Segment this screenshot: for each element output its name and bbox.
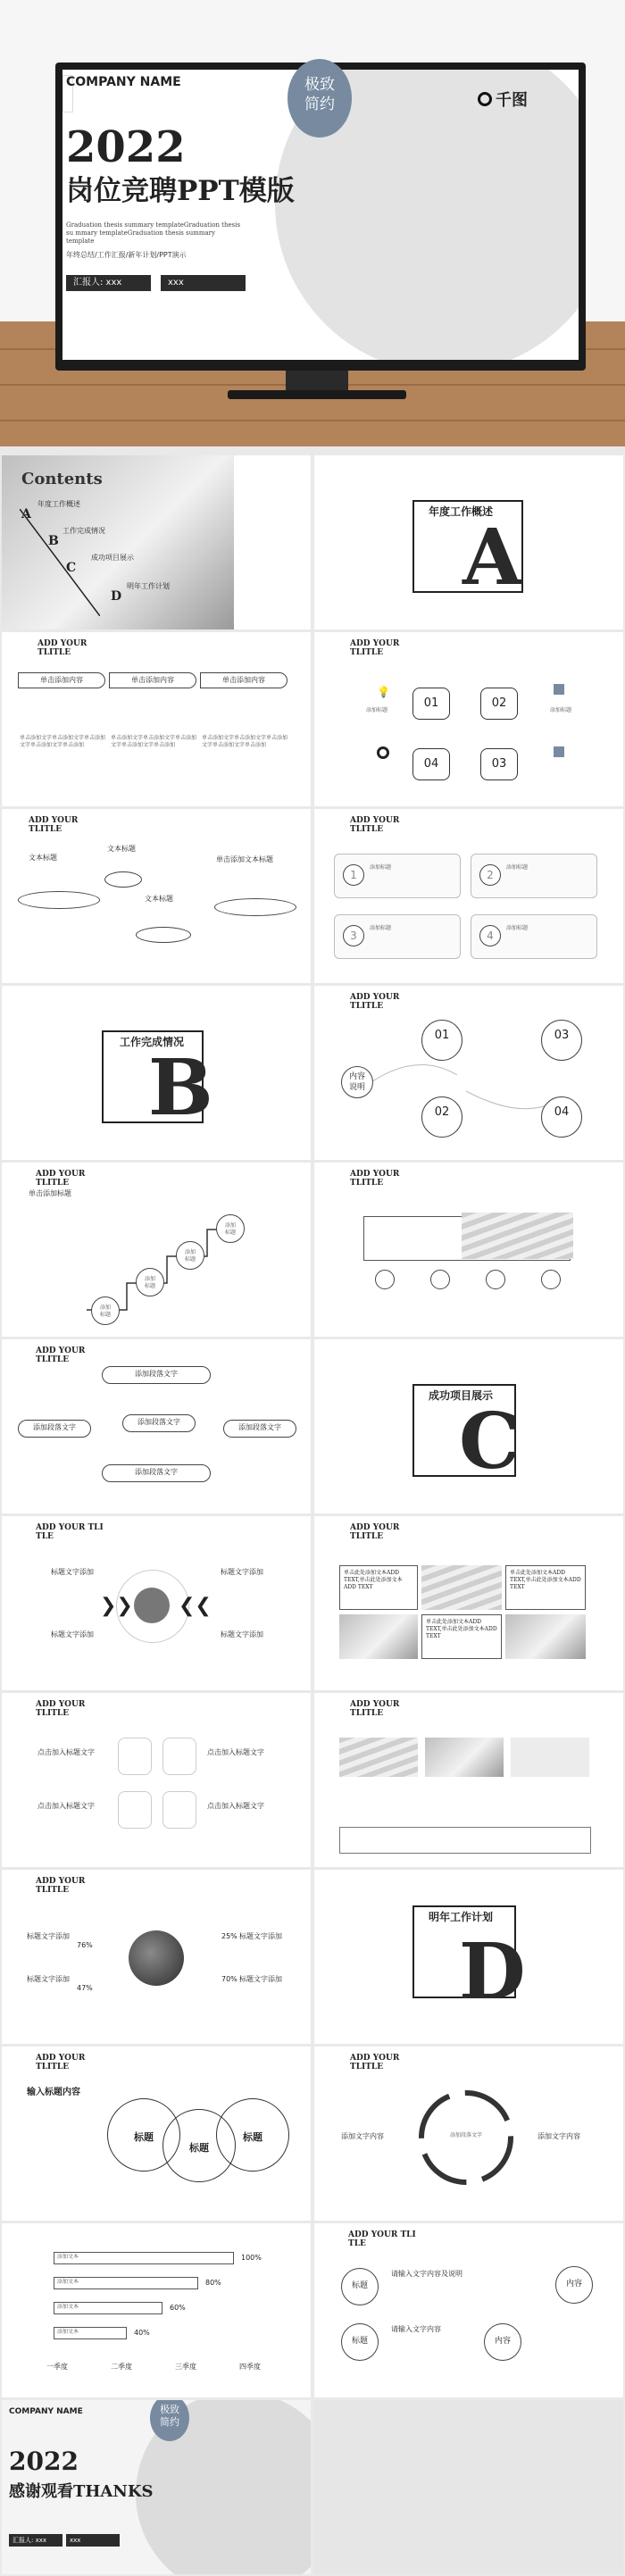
photo bbox=[421, 1565, 502, 1610]
caption-box: 单击此处添加文本ADD TEXT,单击此处添加文本ADD TEXT bbox=[505, 1565, 586, 1610]
arrow-body: 单击添加文字单击添加文字单击添加文字单击添加文字单击添加 bbox=[111, 735, 197, 748]
point-title: 点击加入标题文字 bbox=[207, 1748, 264, 1756]
photo bbox=[339, 1614, 418, 1659]
section-d-letter: D bbox=[459, 1927, 526, 2017]
bar-value: 100% bbox=[241, 2254, 262, 2262]
ellipse bbox=[136, 927, 191, 943]
pill: 添加段落文字 bbox=[122, 1414, 196, 1432]
reporter-bar: 汇报人: xxx bbox=[66, 275, 151, 291]
cloud-label: 文本标题 bbox=[29, 854, 57, 862]
hero-subtitle: Graduation thesis summary templateGraduation thesis su mmary templateGraduation thesis summary template bbox=[66, 221, 241, 245]
flow-center: 内容 说明 bbox=[341, 1066, 373, 1098]
contents-title: Contents bbox=[21, 470, 103, 488]
chart-icon bbox=[554, 684, 564, 695]
point-title: 点击加入标题文字 bbox=[38, 1748, 95, 1756]
flow-circle-01: 01 bbox=[421, 1020, 462, 1061]
bubble: 标题 bbox=[341, 2268, 379, 2305]
hex-04: 04 bbox=[412, 748, 450, 780]
ellipse bbox=[18, 891, 100, 909]
percent-value: 47% bbox=[77, 1984, 93, 1992]
slide-thanks bbox=[2, 2400, 311, 2574]
slide-title: ADD YOUR TLITLE bbox=[36, 1346, 86, 1364]
flow-circle-03: 03 bbox=[541, 1020, 582, 1061]
slide-bubbles bbox=[314, 2223, 623, 2397]
hero-tagline: 年终总结/工作汇报/新年计划/PPT演示 bbox=[66, 251, 187, 259]
photo bbox=[511, 1738, 589, 1777]
slide-circle-flow bbox=[314, 986, 623, 1160]
pill: 添加段落文字 bbox=[18, 1420, 91, 1438]
slide-title: ADD YOUR TLITLE bbox=[36, 2054, 86, 2072]
ellipse bbox=[214, 898, 296, 916]
badge-line2: 简约 bbox=[304, 96, 335, 113]
cloud-label: 单击添加文本标题 bbox=[216, 855, 273, 863]
quarter: 三季度 bbox=[175, 2363, 196, 2371]
slide-title: ADD YOUR TLI TLE bbox=[348, 2230, 416, 2248]
mid-title: 标题文字添加 bbox=[51, 1630, 94, 1638]
database-icon bbox=[162, 1738, 196, 1775]
logo-text: 千图 bbox=[496, 91, 528, 110]
card-num: 2 bbox=[479, 864, 501, 886]
section-a-title: 年度工作概述 bbox=[429, 505, 494, 518]
venn-label: 标题 bbox=[134, 2131, 154, 2143]
contents-letter-a: A bbox=[21, 507, 31, 521]
section-b-letter: B bbox=[148, 1043, 213, 1133]
contents-letter-c: C bbox=[66, 561, 77, 575]
slide-title: ADD YOUR TLITLE bbox=[350, 639, 400, 657]
section-a-letter: A bbox=[462, 513, 522, 603]
slide-hexagons bbox=[314, 632, 623, 806]
arrow-body: 单击添加文字单击添加文字单击添加文字单击添加文字单击添加 bbox=[202, 735, 288, 748]
outro-reporter: 汇报人: xxx bbox=[9, 2534, 62, 2547]
caption-box: 单击此处添加文本ADD TEXT,单击此处添加文本ADD TEXT bbox=[339, 1565, 418, 1610]
section-b-title: 工作完成情况 bbox=[120, 1036, 185, 1048]
bubble-text: 请输入文字内容及说明 bbox=[391, 2270, 462, 2278]
flow-circle-04: 04 bbox=[541, 1096, 582, 1138]
arrow-step: 单击添加内容 bbox=[200, 672, 288, 688]
bar-label: 添加文本 bbox=[57, 2304, 79, 2310]
icon-circle bbox=[430, 1270, 450, 1289]
hex-03: 03 bbox=[480, 748, 518, 780]
slide-text-cloud bbox=[2, 809, 311, 983]
text-box bbox=[339, 1827, 591, 1854]
empty-panel bbox=[314, 2400, 623, 2574]
logo-q-icon bbox=[478, 92, 492, 106]
hex-02: 02 bbox=[480, 688, 518, 720]
bubble: 标题 bbox=[341, 2323, 379, 2361]
slide-arrows bbox=[2, 632, 311, 806]
pill: 添加段落文字 bbox=[223, 1420, 296, 1438]
bubble-text: 请输入文字内容 bbox=[391, 2325, 441, 2333]
percent-label: 标题文字添加 bbox=[239, 1975, 282, 1983]
percent-label: 标题文字添加 bbox=[27, 1975, 70, 1983]
step-circle: 添加 标题 bbox=[216, 1214, 245, 1243]
cycle-side: 添加文字内容 bbox=[341, 2132, 384, 2140]
percent-label: 标题文字添加 bbox=[239, 1932, 282, 1940]
slide-title: ADD YOUR TLITLE bbox=[38, 639, 88, 657]
pill: 添加段落文字 bbox=[102, 1464, 211, 1482]
section-d-title: 明年工作计划 bbox=[429, 1911, 494, 1923]
mid-title: 标题文字添加 bbox=[221, 1630, 263, 1638]
slide-cycle bbox=[314, 2047, 623, 2221]
slide-section-d bbox=[314, 1870, 623, 2044]
contents-diagonal bbox=[20, 509, 100, 616]
point-title: 点击加入标题文字 bbox=[207, 1802, 264, 1810]
mid-title: 标题文字添加 bbox=[51, 1568, 94, 1576]
slide-venn bbox=[2, 2047, 311, 2221]
hex-label: 添加标题 bbox=[366, 707, 388, 713]
slide-photo-grid bbox=[314, 1516, 623, 1690]
cycle-side: 添加文字内容 bbox=[538, 2132, 580, 2140]
card-label: 添加标题 bbox=[506, 864, 529, 871]
percent-value: 25% bbox=[221, 1932, 238, 1940]
slide-hex-points bbox=[2, 1693, 311, 1867]
percent-label: 标题文字添加 bbox=[27, 1932, 70, 1940]
mid-title: 标题文字添加 bbox=[221, 1568, 263, 1576]
section-c-title: 成功项目展示 bbox=[429, 1389, 494, 1402]
venn-input-title: 输入标题内容 bbox=[27, 2088, 80, 2097]
slide-title: ADD YOUR TLITLE bbox=[36, 1877, 86, 1895]
bar-label: 添加文本 bbox=[57, 2329, 79, 2335]
bulb-icon: 💡 bbox=[377, 686, 390, 698]
contents-item: 工作完成情况 bbox=[62, 527, 105, 535]
staircase-photo bbox=[462, 1213, 573, 1259]
step-circle: 添加 标题 bbox=[136, 1268, 164, 1296]
contents-item: 明年工作计划 bbox=[127, 582, 170, 590]
hero-title: 岗位竞聘PPT模版 bbox=[66, 175, 295, 207]
card-num: 4 bbox=[479, 925, 501, 946]
section-c-letter: C bbox=[459, 1396, 521, 1487]
bubble: 内容 bbox=[555, 2266, 593, 2304]
photo bbox=[339, 1738, 418, 1777]
shield-icon bbox=[118, 1791, 152, 1829]
step-circle: 添加 标题 bbox=[176, 1241, 204, 1270]
company-name: COMPANY NAME bbox=[66, 75, 181, 89]
quarter: 一季度 bbox=[46, 2363, 68, 2371]
hero-banner bbox=[0, 0, 625, 446]
ellipse bbox=[104, 871, 142, 888]
photo bbox=[505, 1614, 586, 1659]
pill: 添加段落文字 bbox=[102, 1366, 211, 1384]
card-num: 1 bbox=[343, 864, 364, 886]
slide-title: ADD YOUR TLITLE bbox=[350, 816, 400, 834]
gear-icon bbox=[118, 1738, 152, 1775]
photo bbox=[425, 1738, 504, 1777]
outro-year: 2022 bbox=[9, 2447, 79, 2476]
center-disc bbox=[134, 1588, 170, 1623]
contents-letter-d: D bbox=[111, 589, 122, 604]
slide-steps bbox=[2, 1163, 311, 1337]
slide-section-a bbox=[314, 455, 623, 629]
slide-bar-chart bbox=[2, 2223, 311, 2397]
slide-title: ADD YOUR TLITLE bbox=[350, 1700, 400, 1718]
monitor-stand bbox=[286, 371, 348, 390]
quarter: 四季度 bbox=[239, 2363, 261, 2371]
icon-circle bbox=[541, 1270, 561, 1289]
slide-title: ADD YOUR TLITLE bbox=[350, 993, 400, 1011]
bar bbox=[54, 2252, 234, 2264]
point-title: 点击加入标题文字 bbox=[38, 1802, 95, 1810]
badge-line1: 极致 bbox=[160, 2404, 179, 2415]
chevron-left-icon: ❮❮ bbox=[179, 1595, 212, 1617]
bar-label: 添加文本 bbox=[57, 2254, 79, 2260]
stats-icon bbox=[554, 746, 564, 757]
slide-title: ADD YOUR TLITLE bbox=[350, 1523, 400, 1541]
percent-value: 70% bbox=[221, 1975, 238, 1983]
arrow-body: 单击添加文字单击添加文字单击添加文字单击添加文字单击添加 bbox=[20, 735, 106, 748]
cloud-label: 文本标题 bbox=[107, 845, 136, 853]
slide-percents bbox=[2, 1870, 311, 2044]
dept-box: xxx bbox=[161, 275, 246, 291]
card-label: 添加标题 bbox=[370, 864, 392, 871]
slide-photo-panel bbox=[314, 1163, 623, 1337]
card-label: 添加标题 bbox=[370, 925, 392, 931]
outro-box: xxx bbox=[66, 2534, 120, 2547]
caption-box: 单击此处添加文本ADD TEXT,单击此处添加文本ADD TEXT bbox=[421, 1614, 502, 1659]
contents-item: 年度工作概述 bbox=[38, 500, 80, 508]
bar-value: 60% bbox=[170, 2304, 186, 2312]
slide-section-c bbox=[314, 1339, 623, 1513]
bar-label: 添加文本 bbox=[57, 2279, 79, 2285]
slide-pills bbox=[2, 1339, 311, 1513]
card-num: 3 bbox=[343, 925, 364, 946]
arrow-step: 单击添加内容 bbox=[109, 672, 196, 688]
badge-oval bbox=[288, 59, 352, 138]
hero-year: 2022 bbox=[66, 122, 186, 172]
contents-letter-b: B bbox=[48, 534, 59, 548]
slide-title: ADD YOUR TLITLE bbox=[36, 1170, 86, 1188]
hex-label: 添加标题 bbox=[550, 707, 572, 713]
brand-logo bbox=[478, 88, 528, 111]
card-label: 添加标题 bbox=[506, 925, 529, 931]
venn-label: 标题 bbox=[243, 2131, 262, 2143]
slide-section-b bbox=[2, 986, 311, 1160]
bar-value: 80% bbox=[205, 2279, 221, 2287]
steps-title: 单击添加标题 bbox=[29, 1189, 71, 1197]
monitor-base bbox=[228, 390, 406, 399]
slide-title: ADD YOUR TLI TLE bbox=[36, 1523, 104, 1541]
flow-circle-02: 02 bbox=[421, 1096, 462, 1138]
slide-title: ADD YOUR TLITLE bbox=[350, 1170, 400, 1188]
badge-line2: 简约 bbox=[160, 2416, 179, 2428]
percent-value: 76% bbox=[77, 1941, 93, 1949]
hex-01: 01 bbox=[412, 688, 450, 720]
slide-title: ADD YOUR TLITLE bbox=[350, 2054, 400, 2072]
arrow-step: 单击添加内容 bbox=[18, 672, 105, 688]
contents-item: 成功项目展示 bbox=[91, 554, 134, 562]
step-circle: 添加 标题 bbox=[91, 1296, 120, 1325]
target-icon bbox=[377, 746, 389, 759]
wifi-icon bbox=[162, 1791, 196, 1829]
chevron-right-icon: ❯❯ bbox=[100, 1595, 133, 1617]
slide-center-target bbox=[2, 1516, 311, 1690]
slide-cards bbox=[314, 809, 623, 983]
icon-circle bbox=[486, 1270, 505, 1289]
quarter: 二季度 bbox=[111, 2363, 132, 2371]
slide-title: ADD YOUR TLITLE bbox=[36, 1700, 86, 1718]
bar-value: 40% bbox=[134, 2329, 150, 2337]
slide-three-photos bbox=[314, 1693, 623, 1867]
badge-line1: 极致 bbox=[304, 76, 335, 94]
company-name: COMPANY NAME bbox=[9, 2407, 83, 2416]
venn-label: 标题 bbox=[189, 2142, 209, 2154]
wood-grain bbox=[0, 420, 625, 421]
slide-contents bbox=[2, 455, 311, 629]
bubble: 内容 bbox=[484, 2323, 521, 2361]
icon-circle bbox=[375, 1270, 395, 1289]
moon-photo bbox=[129, 1930, 184, 1986]
cloud-label: 文本标题 bbox=[145, 895, 173, 903]
cycle-center: 添加段落文字 bbox=[449, 2132, 482, 2138]
slide-title: ADD YOUR TLITLE bbox=[29, 816, 79, 834]
outro-thanks: 感谢观看THANKS bbox=[9, 2482, 154, 2501]
